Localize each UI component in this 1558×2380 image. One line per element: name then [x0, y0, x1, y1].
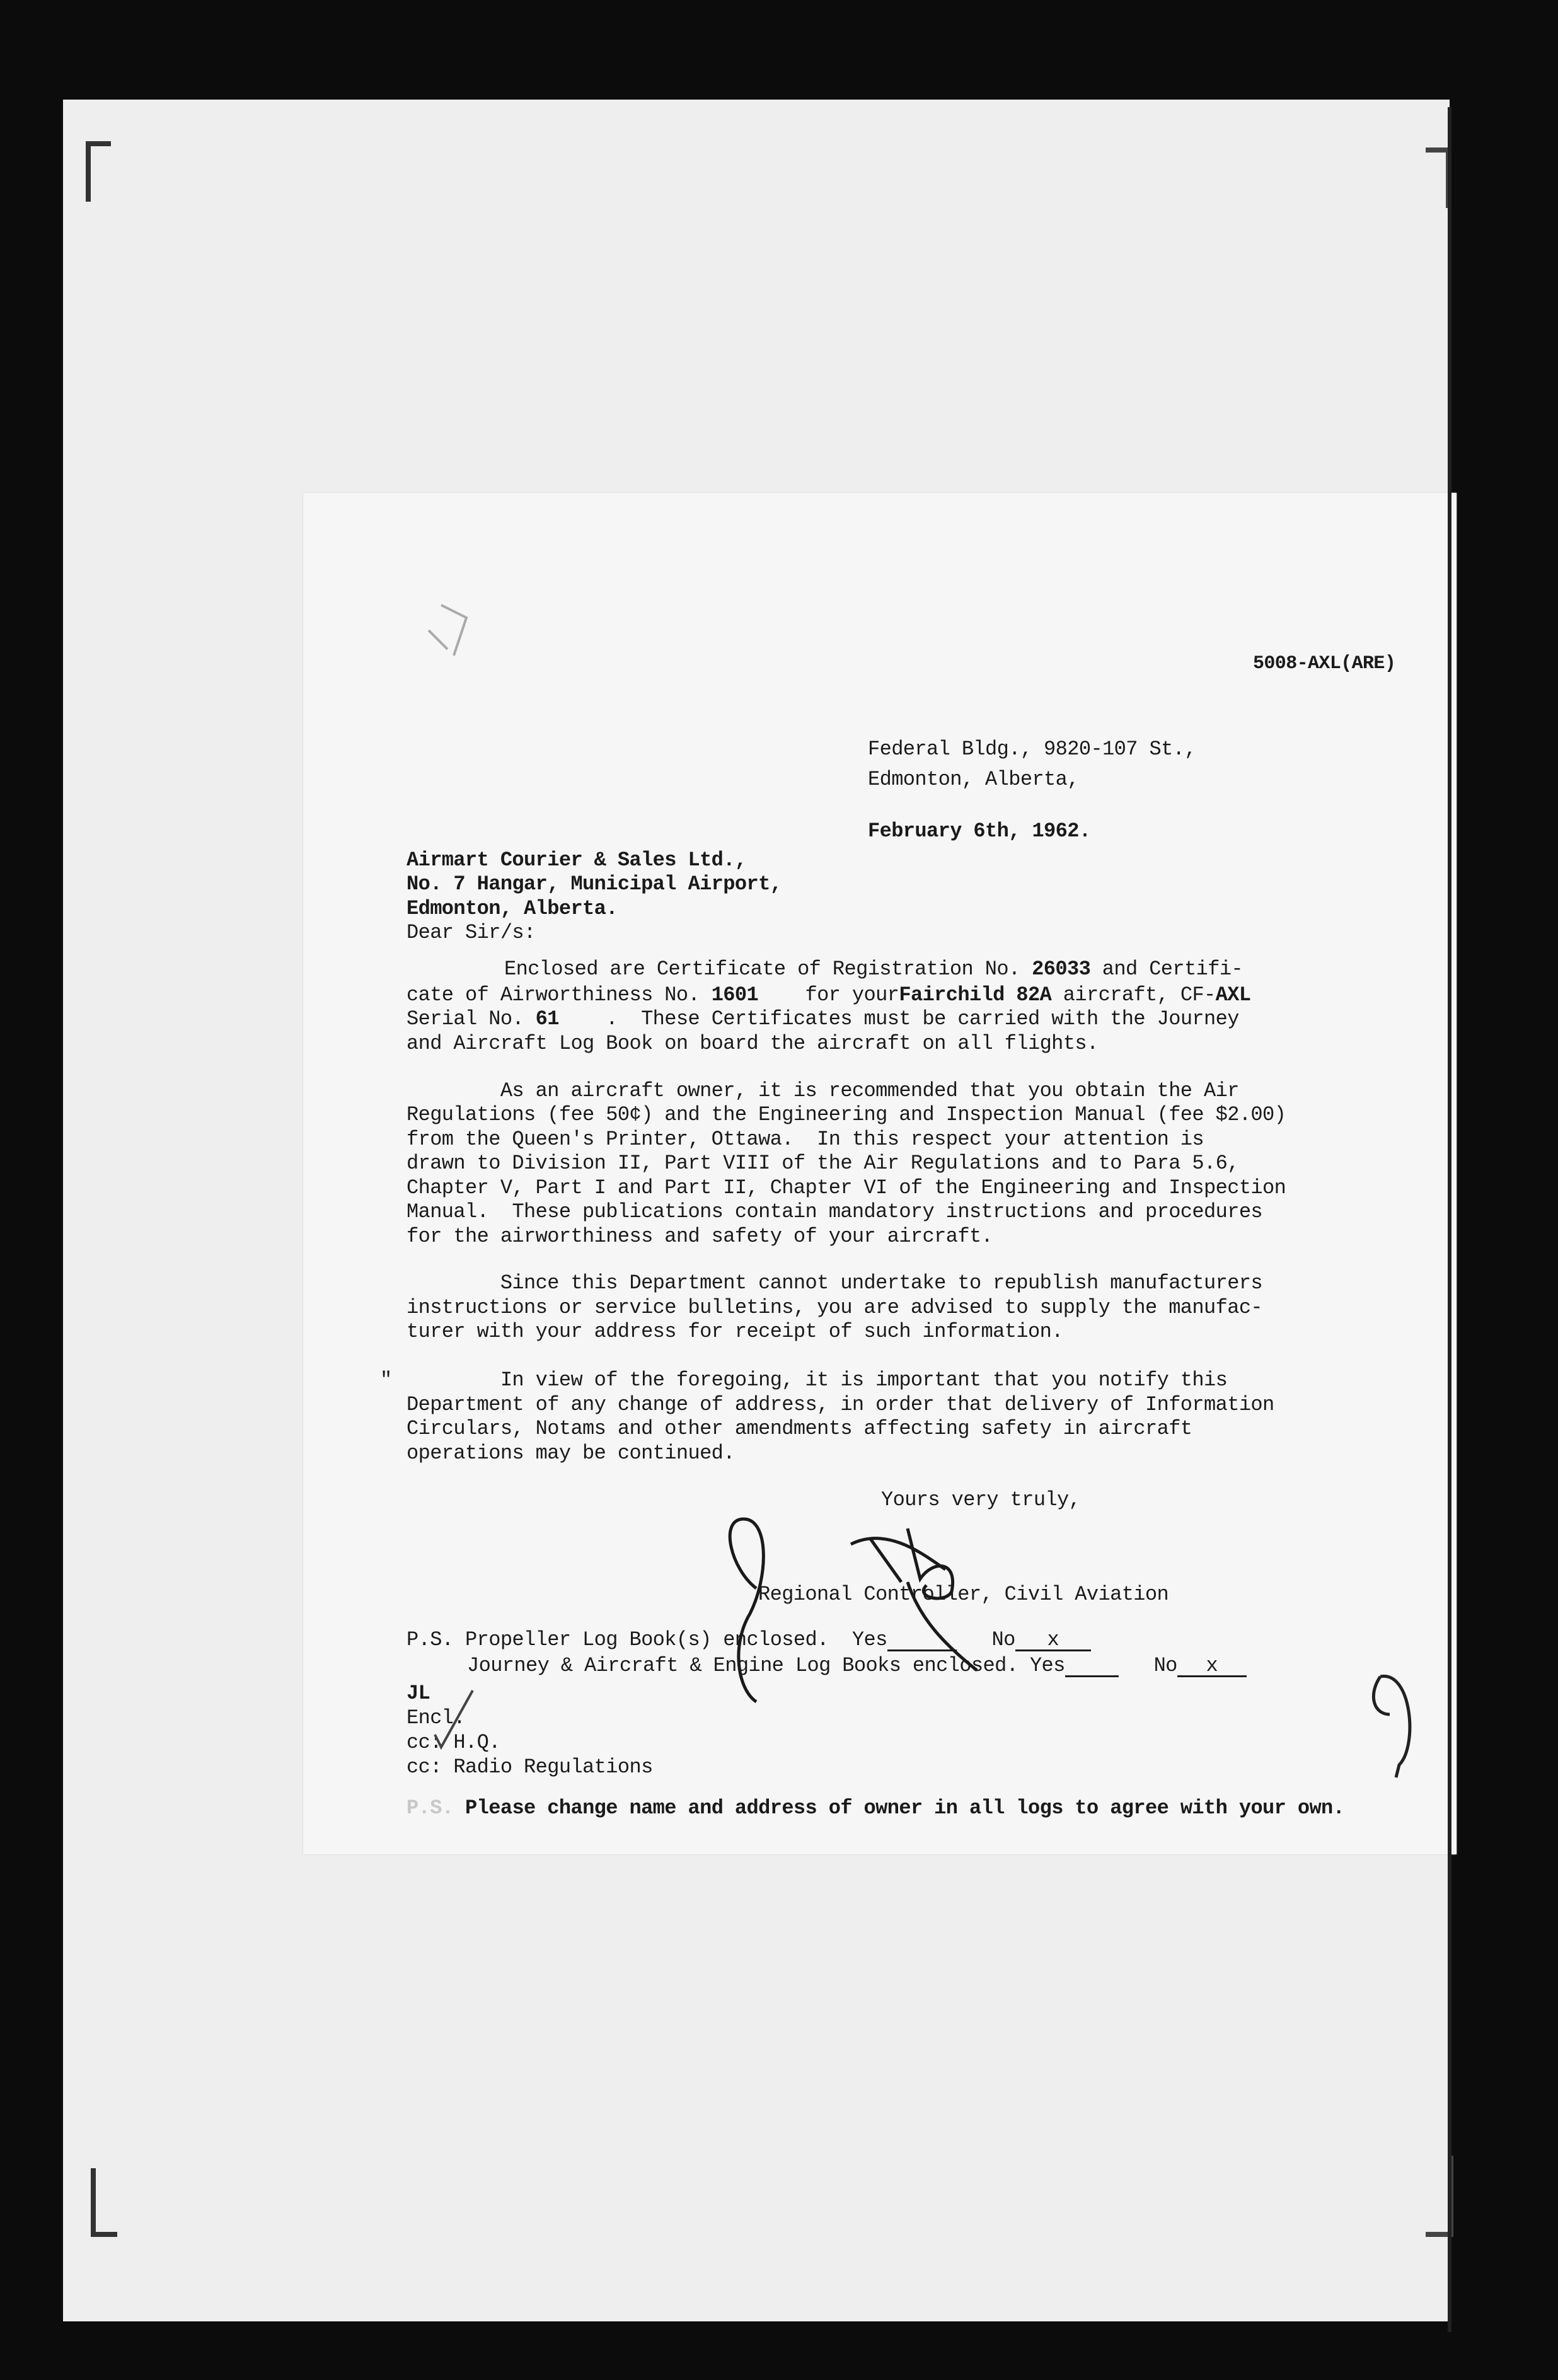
text: Enclosed are Certificate of Registration No.	[504, 957, 1032, 981]
paragraph3-line: instructions or service bulletins, you are advised to supply the manufac-	[407, 1296, 1263, 1319]
ps-change-owner	[407, 1796, 1344, 1820]
text: and Certifi-	[1090, 957, 1244, 981]
text: No	[1153, 1654, 1177, 1677]
paragraph2-line: from the Queen's Printer, Ottawa. In this respect your attention is	[407, 1128, 1204, 1151]
cc-radio-regulations: cc: Radio Regulations	[407, 1755, 653, 1779]
ps-journey-logbooks	[467, 1654, 1247, 1678]
yes-blank	[1065, 1656, 1119, 1677]
signature-title: Regional Controller, Civil Aviation	[758, 1583, 1169, 1606]
paragraph4-line: In view of the foregoing, it is important that you notify this	[407, 1368, 1228, 1392]
text: cate of Airworthiness No.	[407, 983, 712, 1007]
aircraft-type: Fairchild 82A	[899, 983, 1052, 1007]
ps-propeller-logbook	[407, 1628, 1091, 1652]
registration-mark: AXL	[1215, 983, 1251, 1007]
text: Please change name and address of owner in all logs to agree with your own.	[465, 1796, 1345, 1820]
registration-number: 26033	[1032, 957, 1091, 981]
paragraph3-line: turer with your address for receipt of such information.	[407, 1320, 1063, 1343]
paragraph2-line: Manual. These publications contain mandatory instructions and procedures	[407, 1200, 1263, 1223]
cc-hq: cc: H.Q.	[407, 1731, 500, 1754]
text: P.S. Propeller Log Book(s) enclosed. Yes	[407, 1628, 887, 1651]
file-reference: 5008-AXL(ARE)	[1253, 653, 1396, 674]
recipient-address-line1: No. 7 Hangar, Municipal Airport,	[407, 872, 782, 896]
paragraph4-line: Circulars, Notams and other amendments affecting safety in aircraft	[407, 1417, 1192, 1440]
recipient-name: Airmart Courier & Sales Ltd.,	[407, 848, 747, 872]
paragraph2-line: As an aircraft owner, it is recommended that you obtain the Air	[407, 1079, 1239, 1102]
ditto-mark: "	[380, 1368, 392, 1392]
salutation: Dear Sir/s:	[407, 921, 536, 944]
text: . These Certificates must be carried with the Journey	[558, 1007, 1239, 1031]
paragraph2-line: Regulations (fee 50¢) and the Engineering and Inspection Manual (fee $2.00)	[407, 1103, 1286, 1126]
paragraph2-line: Chapter V, Part I and Part II, Chapter VI of the Engineering and Inspection	[407, 1176, 1286, 1199]
no-blank-marked: x	[1177, 1656, 1247, 1677]
sender-address-line1: Federal Bldg., 9820-107 St.,	[868, 737, 1196, 761]
paragraph1-line2	[407, 983, 1250, 1007]
no-blank-marked: x	[1015, 1631, 1091, 1651]
paragraph4-line: Department of any change of address, in order that delivery of Information	[407, 1393, 1274, 1416]
text: for your	[758, 983, 899, 1007]
paragraph1-line3	[407, 1007, 1239, 1031]
text: aircraft, CF-	[1051, 983, 1216, 1007]
paragraph3-line: Since this Department cannot undertake to republish manufacturers	[407, 1271, 1263, 1295]
paragraph1-line4: and Aircraft Log Book on board the aircraft on all flights.	[407, 1032, 1099, 1055]
airworthiness-number: 1601	[711, 983, 759, 1007]
paragraph2-line: for the airworthiness and safety of your aircraft.	[407, 1225, 993, 1248]
recipient-address-line2: Edmonton, Alberta.	[407, 897, 618, 920]
text: P.S.	[407, 1796, 454, 1820]
text: Serial No.	[407, 1007, 536, 1031]
typist-initials: JL	[407, 1682, 430, 1705]
letter-date: February 6th, 1962.	[868, 819, 1091, 843]
paragraph4-line: operations may be continued.	[407, 1441, 735, 1465]
enclosure-note: Encl.	[407, 1706, 466, 1730]
text: No	[991, 1628, 1015, 1651]
serial-number: 61	[535, 1007, 559, 1031]
yes-blank	[887, 1631, 957, 1651]
paragraph2-line: drawn to Division II, Part VIII of the Air Regulations and to Para 5.6,	[407, 1152, 1239, 1175]
sender-address-line2: Edmonton, Alberta,	[868, 768, 1079, 791]
paragraph1-line1	[504, 957, 1243, 981]
text: Journey & Aircraft & Engine Log Books enclosed. Yes	[467, 1654, 1065, 1677]
closing: Yours very truly,	[881, 1488, 1081, 1511]
